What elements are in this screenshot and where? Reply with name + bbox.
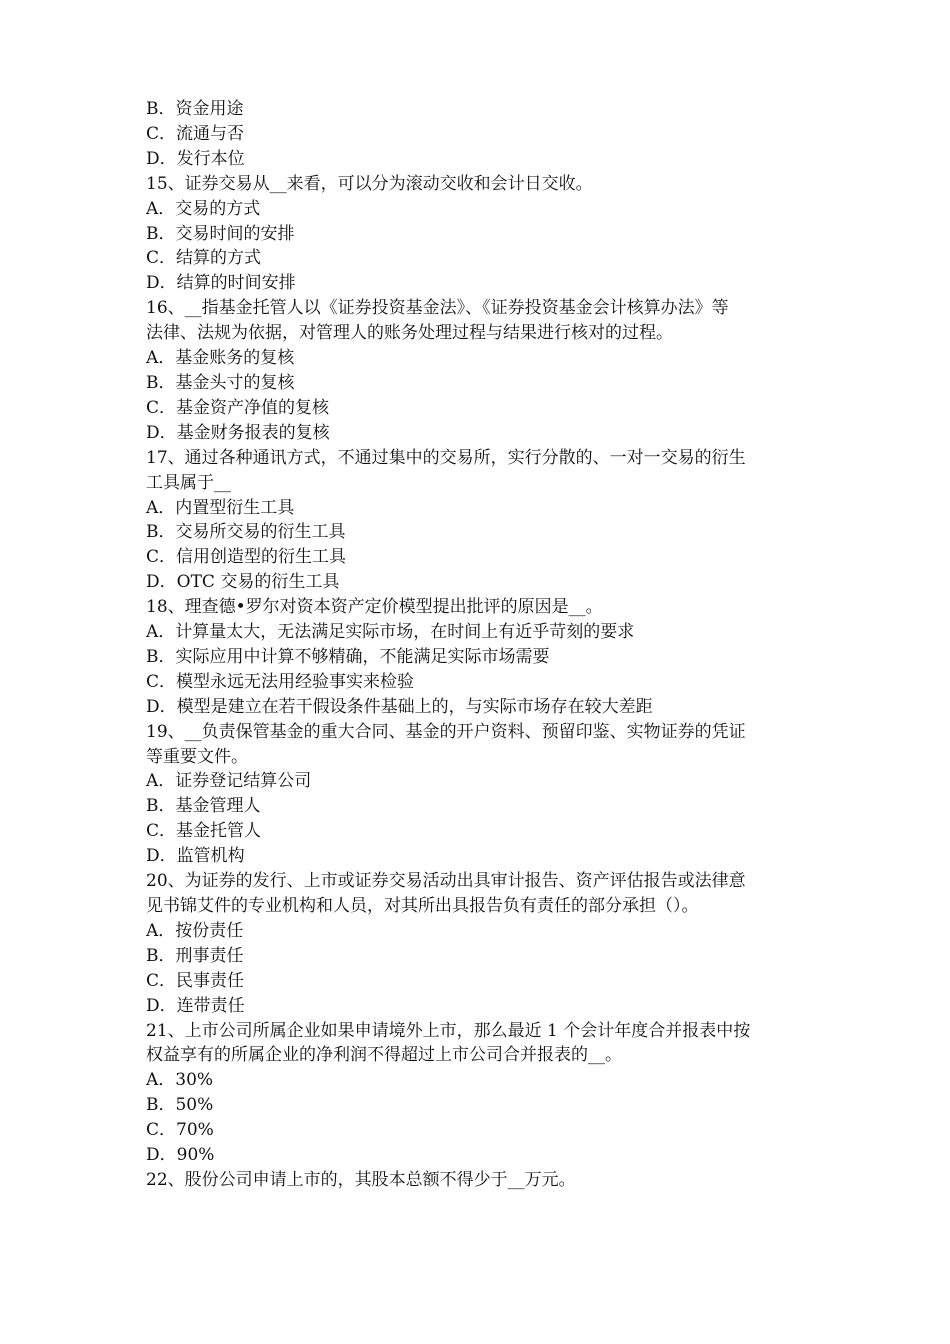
question-line: 18、理查德•罗尔对资本资产定价模型提出批评的原因是__。	[146, 597, 603, 618]
question-line: 16、__指基金托管人以《证券投资基金法》、《证券投资基金会计核算办法》等	[146, 298, 729, 319]
text-line: C．流通与否	[146, 123, 245, 144]
question-line: 22、股份公司申请上市的，其股本总额不得少于__万元。	[146, 1169, 576, 1190]
option-line: D．结算的时间安排	[146, 273, 296, 294]
option-line: A．基金账务的复核	[146, 348, 295, 369]
text-line: B．资金用途	[146, 99, 244, 119]
option-line: A．内置型衍生工具	[146, 497, 295, 518]
option-line: C．信用创造型的衍生工具	[146, 547, 347, 568]
option-line: B．交易时间的安排	[146, 223, 295, 244]
option-line: B．刑事责任	[146, 945, 244, 966]
option-line: B．交易所交易的衍生工具	[146, 522, 346, 543]
question-line: 权益享有的所属企业的净利润不得超过上市公司合并报表的__。	[146, 1045, 622, 1066]
option-line: A．交易的方式	[146, 198, 261, 219]
option-line: C．基金资产净值的复核	[146, 397, 330, 418]
question-line: 15、证券交易从__来看，可以分为滚动交收和会计日交收。	[146, 173, 593, 194]
question-line: 法律、法规为依据，对管理人的账务处理过程与结果进行核对的过程。	[146, 323, 673, 344]
option-line: B．基金头寸的复核	[146, 372, 295, 393]
option-line: C．结算的方式	[146, 248, 262, 269]
option-line: C．民事责任	[146, 970, 245, 991]
option-line: D．监管机构	[146, 846, 245, 867]
question-line: 19、__负责保管基金的重大合同、基金的开户资料、预留印鉴、实物证券的凭证	[146, 721, 746, 742]
option-line: D．模型是建立在若干假设条件基础上的，与实际市场存在较大差距	[146, 696, 653, 717]
question-line: 等重要文件。	[146, 746, 248, 767]
option-line: A．按份责任	[146, 920, 244, 941]
option-line: D．OTC 交易的衍生工具	[146, 572, 340, 593]
question-line: 21、上市公司所属企业如果申请境外上市，那么最近 1 个会计年度合并报表中按	[146, 1020, 751, 1041]
question-text-block	[146, 97, 826, 1193]
option-line: B．50%	[146, 1095, 214, 1116]
option-line: D．90%	[146, 1145, 215, 1166]
option-line: C．70%	[146, 1120, 214, 1141]
option-line: A．计算量太大，无法满足实际市场，在时间上有近乎苛刻的要求	[146, 622, 635, 643]
option-line: B．实际应用中计算不够精确，不能满足实际市场需要	[146, 646, 550, 667]
option-line: C．模型永远无法用经验事实来检验	[146, 671, 415, 692]
question-line: 工具属于__	[146, 472, 231, 493]
question-line: 20、为证券的发行、上市或证券交易活动出具审计报告、资产评估报告或法律意	[146, 871, 746, 892]
option-line: D．基金财务报表的复核	[146, 422, 330, 443]
option-line: C．基金托管人	[146, 821, 262, 842]
question-line: 17、通过各种通讯方式，不通过集中的交易所，实行分散的、一对一交易的衍生	[146, 447, 746, 468]
question-line: 见书锦艾件的专业机构和人员，对其所出具报告负有责任的部分承担（）。	[146, 896, 699, 916]
option-line: D．连带责任	[146, 995, 245, 1016]
option-line: A．证券登记结算公司	[146, 771, 312, 792]
option-line: A．30%	[146, 1070, 214, 1091]
text-line: D．发行本位	[146, 148, 245, 169]
option-line: B．基金管理人	[146, 796, 261, 817]
